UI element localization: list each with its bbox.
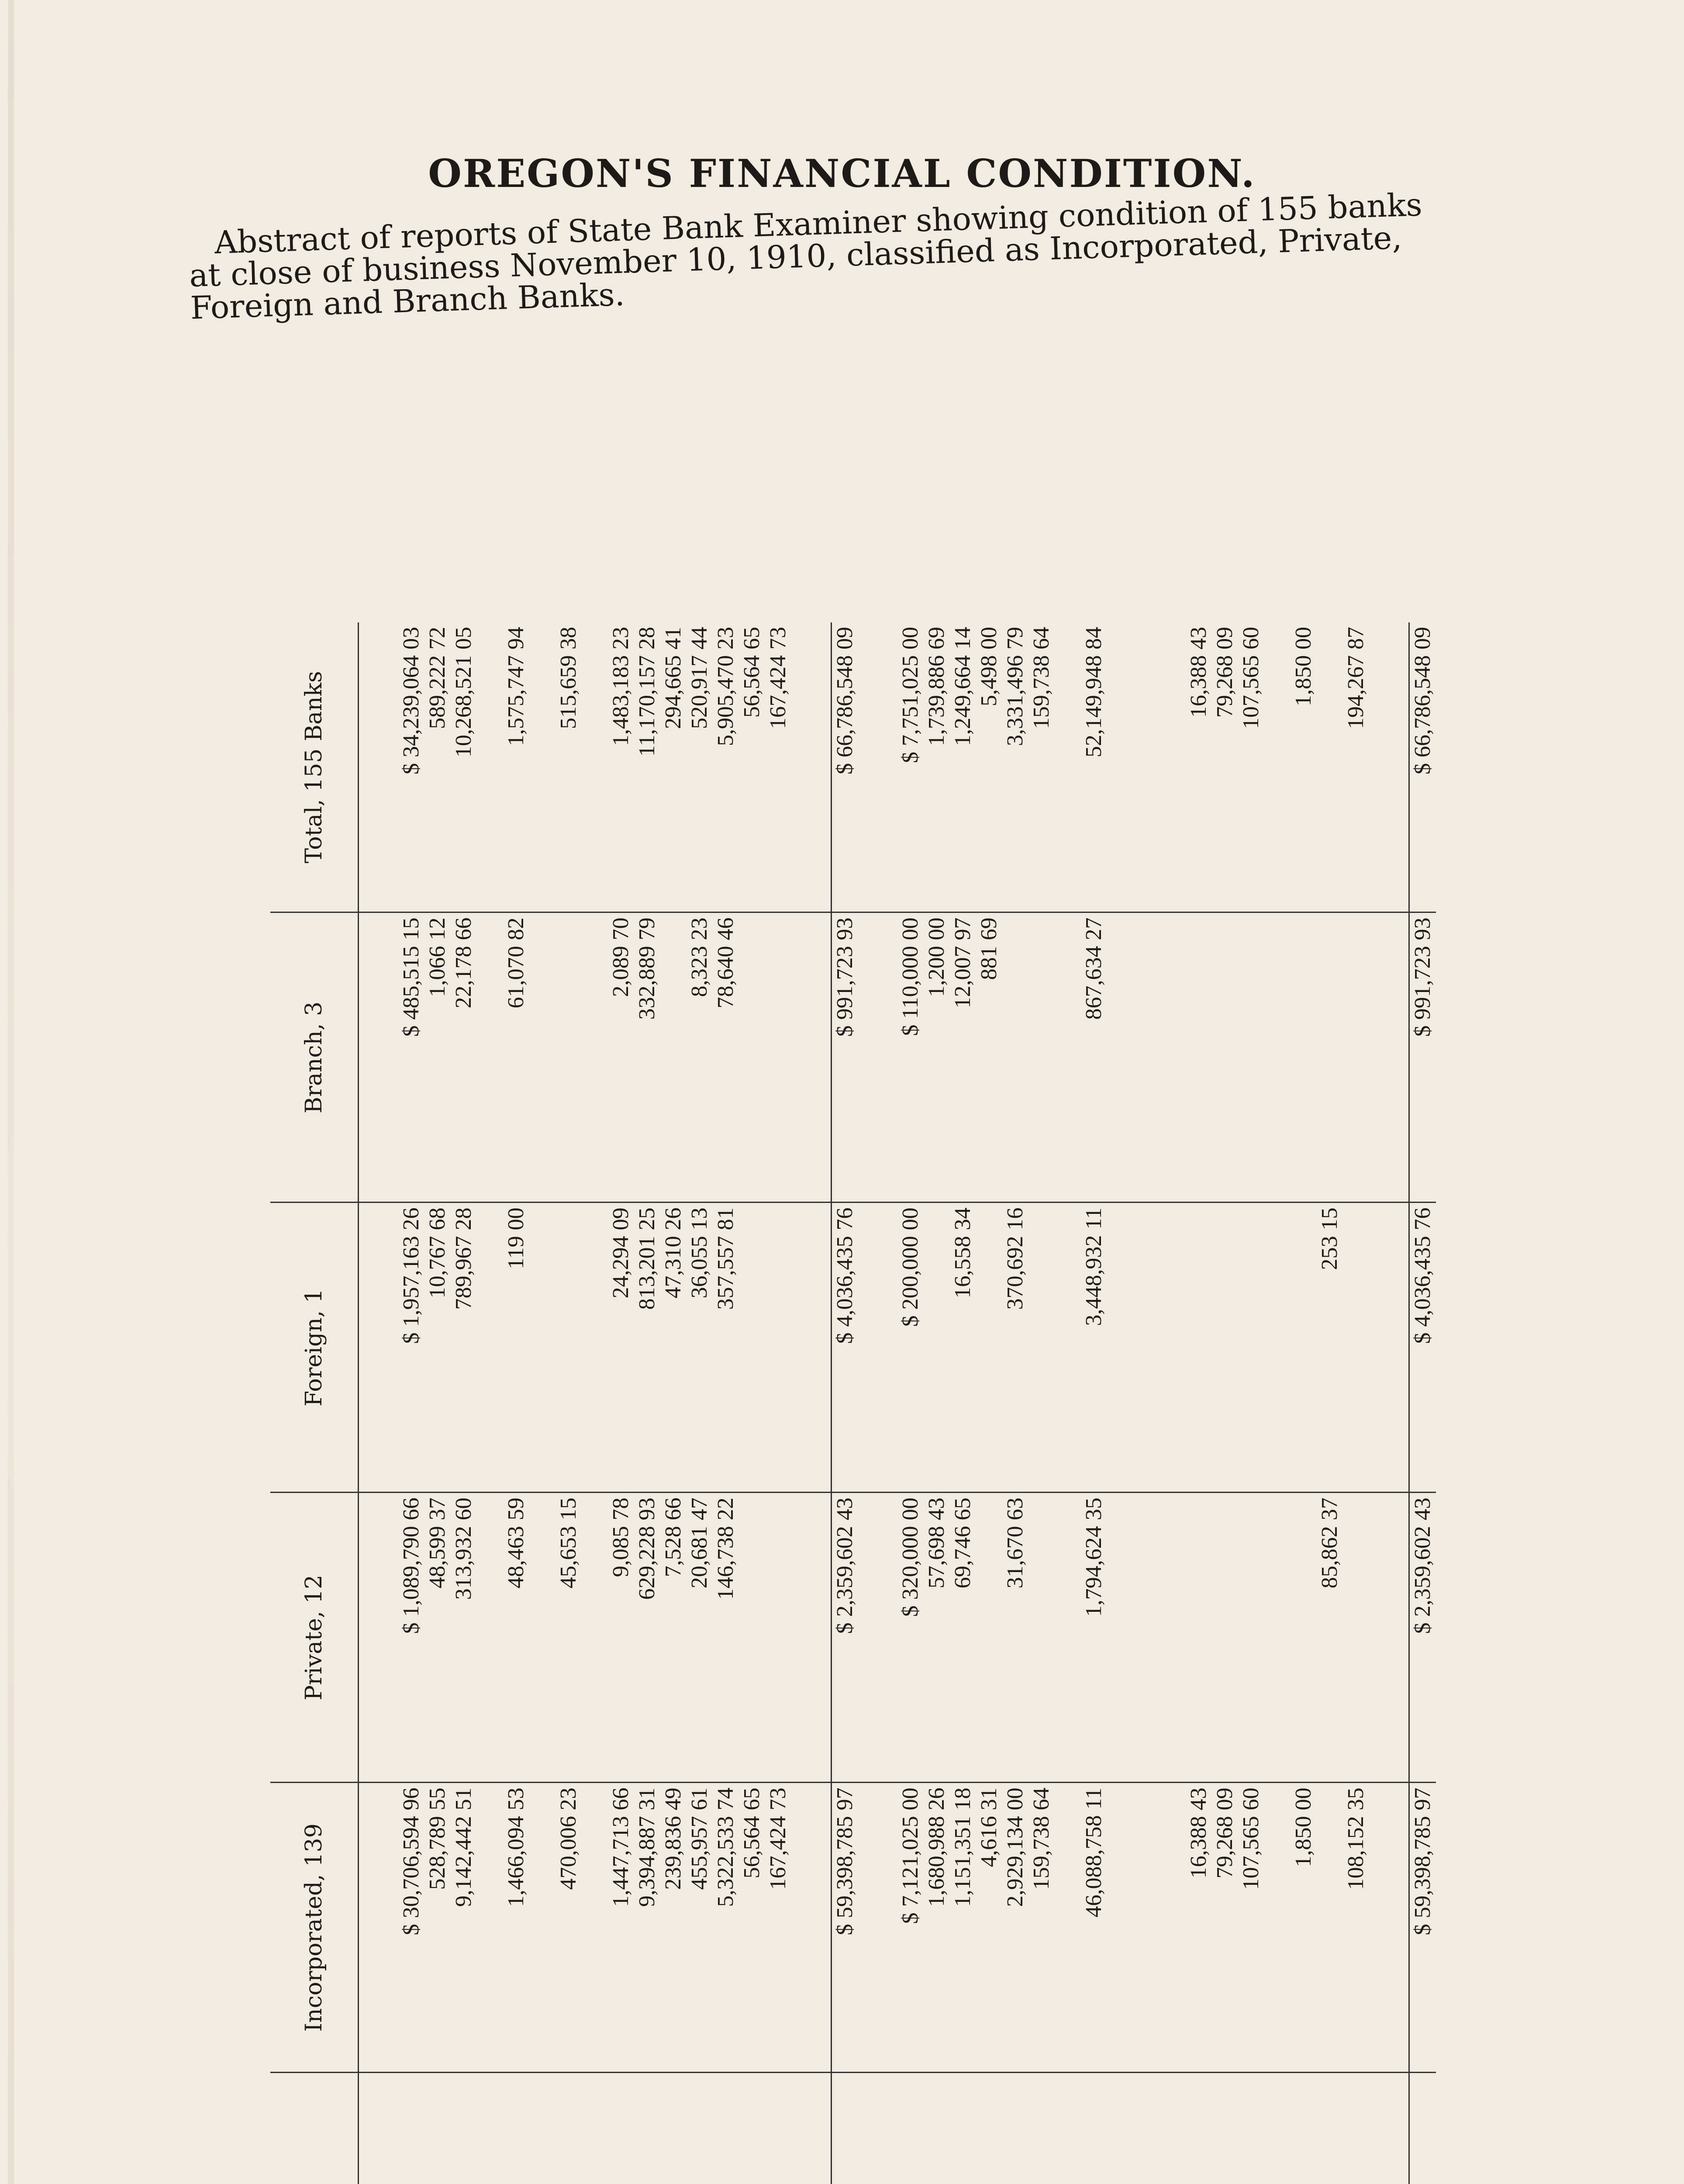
value-cell [1107,912,1133,1203]
value-cell [1317,912,1343,1203]
value-cell: $ 200,000 00 [897,1203,924,1493]
row-label [1291,2073,1317,2184]
value-cell: 2,089 70 [608,912,634,1203]
value-cell: 107,565 60 [1238,622,1264,912]
value-cell: 867,634 27 [1081,912,1107,1203]
value-cell: 11,170,157 28 [634,622,660,912]
value-cell: 629,228 93 [634,1493,660,1783]
column-header: Incorporated, 139 [270,1783,359,2073]
empty-cell [1369,1783,1409,2073]
value-cell [1133,912,1159,1203]
value-cell [529,1783,556,2073]
value-cell [1159,1783,1186,2073]
value-cell: 167,424 73 [765,1783,791,2073]
value-cell: 16,558 34 [950,1203,976,1493]
row-label [1081,2073,1107,2184]
table-row [582,622,608,2184]
value-cell [582,1203,608,1493]
table-row [1291,622,1317,2184]
table-row [1055,622,1081,2184]
value-cell: 5,322,533 74 [713,1783,739,2073]
row-label [660,2073,687,2184]
row-label [897,2073,924,2184]
value-cell [1291,912,1317,1203]
value-cell: $ 110,000 00 [897,912,924,1203]
value-cell: 515,659 38 [556,622,582,912]
value-cell: 12,007 97 [950,912,976,1203]
value-cell [1107,1493,1133,1783]
row-label [582,2073,608,2184]
empty-cell [858,912,897,1203]
row-label [976,2073,1002,2184]
value-cell [529,912,556,1203]
total-cell: $ 2,359,602 43 [1409,1493,1436,1783]
table-row [556,622,582,2184]
empty-cell [791,1203,832,1493]
value-cell [582,622,608,912]
table-row [451,622,477,2184]
total-cell: $ 2,359,602 43 [832,1493,859,1783]
row-label [424,2073,451,2184]
row-label [556,2073,582,2184]
table-row [660,622,687,2184]
value-cell: 1,680,988 26 [924,1783,950,2073]
value-cell: 239,836 49 [660,1783,687,2073]
value-cell: 589,222 72 [424,622,451,912]
value-cell [1055,622,1081,912]
value-cell: 370,692 16 [1002,1203,1028,1493]
empty-cell [858,1493,897,1783]
row-label [608,2073,634,2184]
value-cell: 56,564 65 [739,622,765,912]
table-row [529,622,556,2184]
row-label [1107,2073,1133,2184]
value-cell: 2,929,134 00 [1002,1783,1028,2073]
value-cell: 5,905,470 23 [713,622,739,912]
value-cell [477,1203,503,1493]
value-cell: $ 7,121,025 00 [897,1783,924,2073]
value-cell: 813,201 25 [634,1203,660,1493]
empty-cell [791,1783,832,2073]
value-cell [1238,1203,1264,1493]
value-cell [976,1203,1002,1493]
value-cell: 528,789 55 [424,1783,451,2073]
value-cell [1055,1203,1081,1493]
value-cell: $ 1,089,790 66 [398,1493,424,1783]
value-cell [1343,1203,1369,1493]
spacer-cell [791,2073,832,2184]
financial-table-rotated [270,622,1435,2184]
value-cell: 1,850 00 [1291,1783,1317,2073]
row-label [529,2073,556,2184]
value-cell: 46,088,758 11 [1081,1783,1107,2073]
value-cell [582,1493,608,1783]
table-row [1133,622,1159,2184]
value-cell: 3,331,496 79 [1002,622,1028,912]
value-cell: 332,889 79 [634,912,660,1203]
liabilities-heading-row [858,622,897,2184]
table-row [1081,622,1107,2184]
financial-table [270,622,1436,2184]
table-row [634,622,660,2184]
value-cell: 1,794,624 35 [1081,1493,1107,1783]
value-cell: 57,698 43 [924,1493,950,1783]
row-label [634,2073,660,2184]
value-cell [1159,622,1186,912]
column-header: Branch, 3 [270,912,359,1203]
value-cell: 78,640 46 [713,912,739,1203]
value-cell: 1,483,183 23 [608,622,634,912]
table-row [1107,622,1133,2184]
value-cell: 1,151,351 18 [950,1783,976,2073]
liabilities-totals-row [1409,622,1436,2184]
section-heading [359,2073,399,2184]
resources-totals-row [832,622,859,2184]
row-label [924,2073,950,2184]
value-cell [582,1783,608,2073]
value-cell [1107,622,1133,912]
value-cell [739,1203,765,1493]
value-cell: 108,152 35 [1343,1783,1369,2073]
empty-cell [1369,1203,1409,1493]
value-cell: 79,268 09 [1212,622,1238,912]
value-cell: 31,670 63 [1002,1493,1028,1783]
table-row [1238,622,1264,2184]
total-cell: $ 59,398,785 97 [1409,1783,1436,2073]
empty-cell [359,912,399,1203]
spacer-row [791,622,832,2184]
value-cell: 45,653 15 [556,1493,582,1783]
value-cell [1212,1493,1238,1783]
value-cell [1343,1493,1369,1783]
value-cell [1186,1493,1212,1783]
total-cell: $ 66,786,548 09 [1409,622,1436,912]
empty-cell [858,622,897,912]
row-label [739,2073,765,2184]
row-label [1133,2073,1159,2184]
table-row [687,622,713,2184]
value-cell: 1,249,664 14 [950,622,976,912]
row-label [1055,2073,1081,2184]
value-cell: 313,932 60 [451,1493,477,1783]
row-label [1238,2073,1264,2184]
value-cell: 1,575,747 94 [503,622,529,912]
table-row [398,622,424,2184]
value-cell [1317,622,1343,912]
column-header: Private, 12 [270,1493,359,1783]
value-cell [1028,1203,1055,1493]
table-row [1159,622,1186,2184]
value-cell [477,1783,503,2073]
spacer-row [1369,622,1409,2184]
table-row [950,622,976,2184]
total-cell: $ 59,398,785 97 [832,1783,859,2073]
value-cell: 194,267 87 [1343,622,1369,912]
row-label [1343,2073,1369,2184]
row-label [765,2073,791,2184]
value-cell: 789,967 28 [451,1203,477,1493]
spacer-cell [1369,2073,1409,2184]
table-row [897,622,924,2184]
table-header-row [270,622,359,2184]
table-row [713,622,739,2184]
total-cell: $ 66,786,548 09 [832,622,859,912]
row-label [451,2073,477,2184]
value-cell: 8,323 23 [687,912,713,1203]
value-cell: 1,466,094 53 [503,1783,529,2073]
value-cell [1238,1493,1264,1783]
table-row [424,622,451,2184]
value-cell [1107,1203,1133,1493]
value-cell [1055,1783,1081,2073]
table-row [739,622,765,2184]
value-cell [1264,1493,1291,1783]
value-cell: $ 34,239,064 03 [398,622,424,912]
row-label [1028,2073,1055,2184]
table-row [1186,622,1212,2184]
empty-cell [791,622,832,912]
value-cell [1159,1203,1186,1493]
value-cell: 294,665 41 [660,622,687,912]
value-cell [924,1203,950,1493]
table-row [1028,622,1055,2184]
total-cell: $ 991,723 93 [1409,912,1436,1203]
value-cell: 520,917 44 [687,622,713,912]
value-cell [477,912,503,1203]
row-label [503,2073,529,2184]
value-cell: $ 1,957,163 26 [398,1203,424,1493]
value-cell: 10,767 68 [424,1203,451,1493]
value-cell [765,1203,791,1493]
value-cell [1133,1783,1159,2073]
value-cell: 119 00 [503,1203,529,1493]
value-cell [1317,1783,1343,2073]
value-cell: 56,564 65 [739,1783,765,2073]
value-cell [477,1493,503,1783]
value-cell [556,912,582,1203]
page-edge-shadow [8,0,14,2184]
total-cell: $ 4,036,435 76 [832,1203,859,1493]
table-row [477,622,503,2184]
value-cell: 20,681 47 [687,1493,713,1783]
value-cell: 10,268,521 05 [451,622,477,912]
table-row [1317,622,1343,2184]
table-row [1212,622,1238,2184]
value-cell: 16,388 43 [1186,622,1212,912]
value-cell [1186,1203,1212,1493]
value-cell: 1,850 00 [1291,622,1317,912]
value-cell: 5,498 00 [976,622,1002,912]
value-cell [1212,1203,1238,1493]
table-row [503,622,529,2184]
value-cell [1212,912,1238,1203]
value-cell [660,912,687,1203]
value-cell [1264,622,1291,912]
value-cell: 16,388 43 [1186,1783,1212,2073]
value-cell: 85,862 37 [1317,1493,1343,1783]
empty-cell [359,1203,399,1493]
value-cell [1002,912,1028,1203]
table-row [1264,622,1291,2184]
value-cell: $ 485,515 15 [398,912,424,1203]
empty-cell [359,1493,399,1783]
value-cell [556,1203,582,1493]
value-cell: 253 15 [1317,1203,1343,1493]
value-cell: 881 69 [976,912,1002,1203]
value-cell [1264,912,1291,1203]
value-cell [1028,1493,1055,1783]
value-cell [1291,1493,1317,1783]
value-cell [1238,912,1264,1203]
empty-cell [1369,912,1409,1203]
empty-cell [1369,1493,1409,1783]
table-row [976,622,1002,2184]
value-cell [1264,1203,1291,1493]
total-cell: $ 4,036,435 76 [1409,1203,1436,1493]
value-cell [529,1203,556,1493]
value-cell: 9,142,442 51 [451,1783,477,2073]
resources-heading-row [359,622,399,2184]
value-cell [1159,912,1186,1203]
column-header: Total, 155 Banks [270,622,359,912]
value-cell: 159,738 64 [1028,622,1055,912]
value-cell: 52,149,948 84 [1081,622,1107,912]
row-label [1317,2073,1343,2184]
column-header: Foreign, 1 [270,1203,359,1493]
value-cell [1133,1203,1159,1493]
empty-cell [359,622,399,912]
value-cell: 48,599 37 [424,1493,451,1783]
value-cell: 1,447,713 66 [608,1783,634,2073]
value-cell [1133,622,1159,912]
value-cell [1055,1493,1081,1783]
value-cell [765,1493,791,1783]
totals-label [1409,2073,1436,2184]
abstract-paragraph: Abstract of reports of State Bank Examiner showing condition of 155 banks at close of business November 10, 1910, classified as Incorporated, Private, Foreign and Branch Banks. [189,186,1423,326]
total-cell: $ 991,723 93 [832,912,859,1203]
empty-cell [858,1203,897,1493]
value-cell [1133,1493,1159,1783]
value-cell: $ 320,000 00 [897,1493,924,1783]
value-cell: 22,178 66 [451,912,477,1203]
value-cell: 48,463 59 [503,1493,529,1783]
table-row [1343,622,1369,2184]
row-label [1002,2073,1028,2184]
empty-cell [791,1493,832,1783]
table-body [359,622,1436,2184]
value-cell: 47,310 26 [660,1203,687,1493]
value-cell [1159,1493,1186,1783]
value-cell: $ 30,706,594 96 [398,1783,424,2073]
row-label [950,2073,976,2184]
value-cell [765,912,791,1203]
value-cell [582,912,608,1203]
value-cell [1107,1783,1133,2073]
value-cell: 167,424 73 [765,622,791,912]
page-title: OREGON'S FINANCIAL CONDITION. [428,151,1256,196]
value-cell [1264,1783,1291,2073]
value-cell [1028,912,1055,1203]
table-row [608,622,634,2184]
value-cell [1186,912,1212,1203]
value-cell [529,622,556,912]
value-cell: 36,055 13 [687,1203,713,1493]
totals-label [832,2073,859,2184]
value-cell [477,622,503,912]
value-cell: 107,565 60 [1238,1783,1264,2073]
section-heading [858,2073,897,2184]
row-label [477,2073,503,2184]
row-label [713,2073,739,2184]
empty-cell [791,912,832,1203]
value-cell: 7,528 66 [660,1493,687,1783]
row-label [398,2073,424,2184]
value-cell [1055,912,1081,1203]
value-cell: 455,957 61 [687,1783,713,2073]
value-cell: 1,066 12 [424,912,451,1203]
value-cell [739,1493,765,1783]
empty-cell [1369,622,1409,912]
header-blank [270,2073,359,2184]
value-cell: 69,746 65 [950,1493,976,1783]
value-cell: 9,085 78 [608,1493,634,1783]
value-cell: 1,739,886 69 [924,622,950,912]
value-cell: 1,200 00 [924,912,950,1203]
row-label [1159,2073,1186,2184]
value-cell: 79,268 09 [1212,1783,1238,2073]
row-label [1212,2073,1238,2184]
table-row [1002,622,1028,2184]
value-cell [529,1493,556,1783]
row-label [1264,2073,1291,2184]
value-cell: 3,448,932 11 [1081,1203,1107,1493]
value-cell [1343,912,1369,1203]
table-row [924,622,950,2184]
value-cell: 4,616 31 [976,1783,1002,2073]
value-cell: 357,557 81 [713,1203,739,1493]
value-cell [976,1493,1002,1783]
row-label [1186,2073,1212,2184]
row-label [687,2073,713,2184]
value-cell: 159,738 64 [1028,1783,1055,2073]
value-cell [739,912,765,1203]
table-row [765,622,791,2184]
value-cell: $ 7,751,025 00 [897,622,924,912]
value-cell: 9,394,887 31 [634,1783,660,2073]
value-cell: 146,738 22 [713,1493,739,1783]
value-cell: 24,294 09 [608,1203,634,1493]
empty-cell [359,1783,399,2073]
value-cell: 470,006 23 [556,1783,582,2073]
value-cell [1291,1203,1317,1493]
value-cell: 61,070 82 [503,912,529,1203]
empty-cell [858,1783,897,2073]
